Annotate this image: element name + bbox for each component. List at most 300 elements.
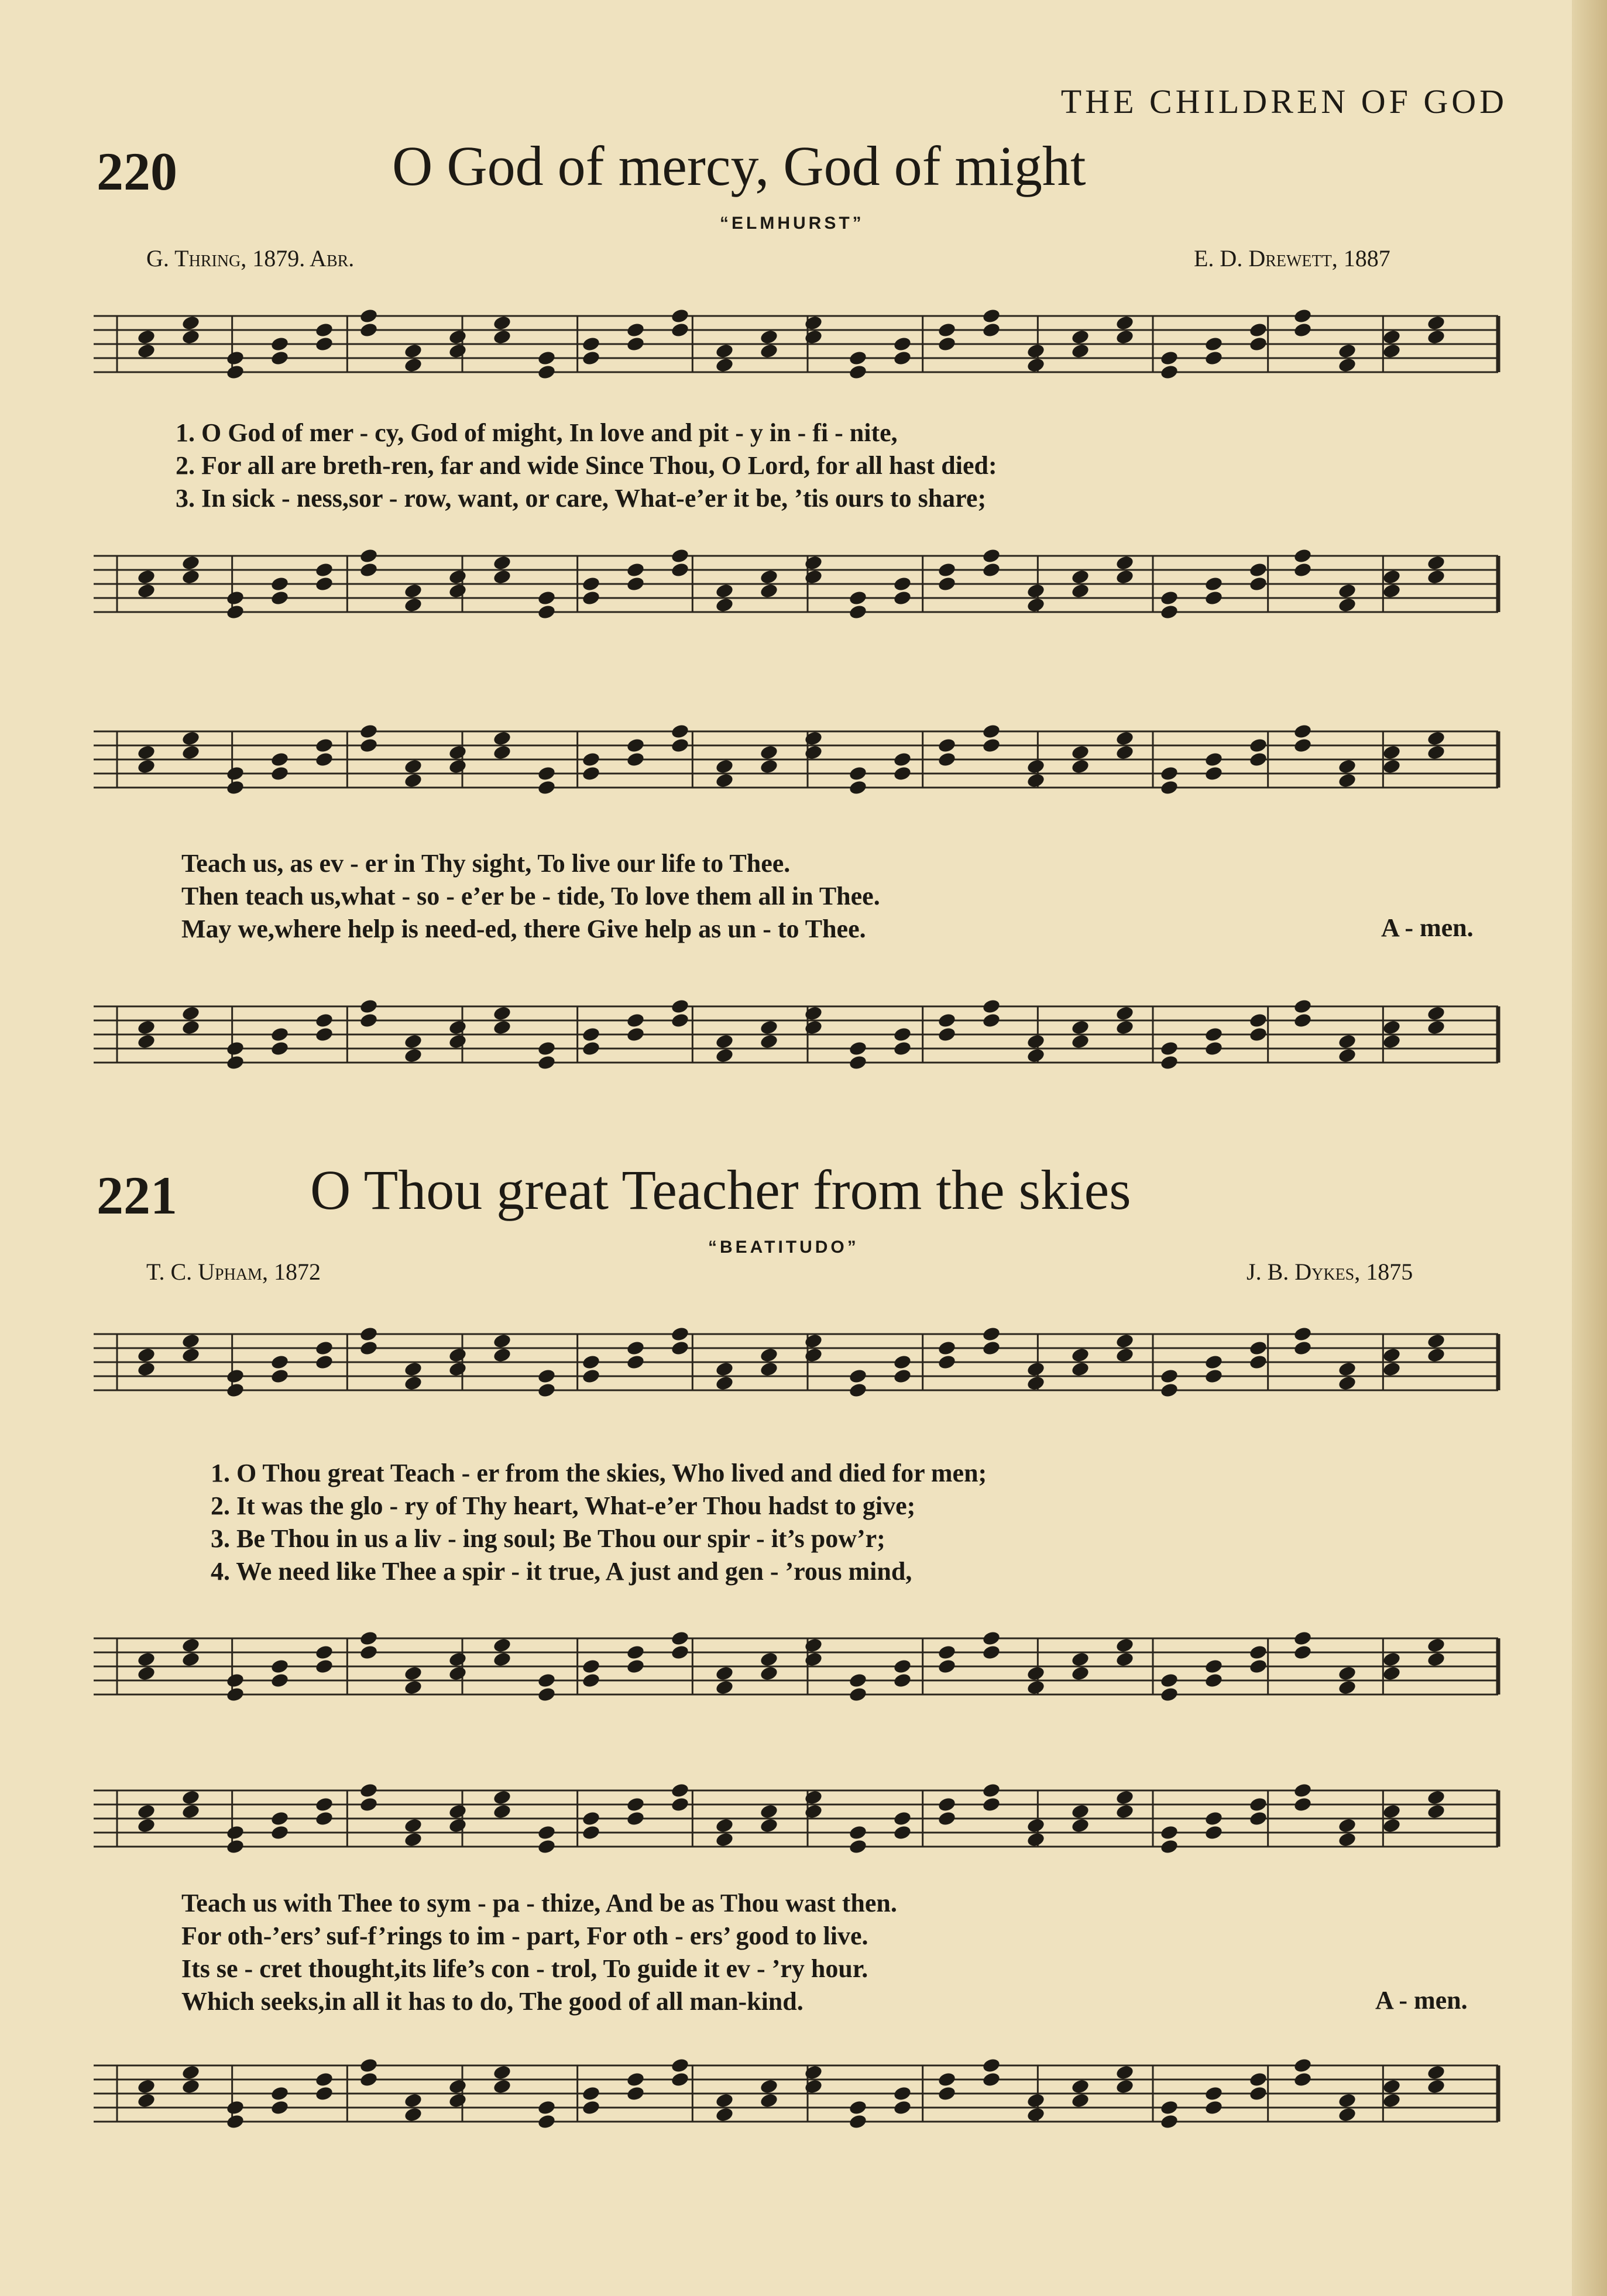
notehead <box>448 758 467 775</box>
notehead <box>314 1658 334 1675</box>
notehead <box>626 1796 645 1813</box>
notehead <box>670 2071 689 2088</box>
notehead <box>225 779 245 796</box>
notehead <box>670 322 689 338</box>
notehead <box>848 364 867 380</box>
notehead <box>715 1047 734 1064</box>
notehead <box>581 1824 600 1841</box>
notehead <box>715 1679 734 1696</box>
notehead <box>1337 1679 1357 1696</box>
notehead <box>715 583 734 599</box>
notehead <box>1070 1803 1090 1820</box>
notehead <box>492 1333 511 1349</box>
notehead <box>804 2064 823 2081</box>
notehead <box>270 1824 289 1841</box>
notehead <box>626 1810 645 1827</box>
notehead <box>359 322 378 338</box>
notehead <box>715 357 734 373</box>
notehead <box>1337 2092 1357 2109</box>
notehead <box>759 1651 778 1668</box>
notehead <box>492 2064 511 2081</box>
notehead <box>181 2078 200 2095</box>
notehead <box>670 1782 689 1799</box>
notehead <box>759 744 778 761</box>
composer-credit: J. B. Dykes, 1875 <box>1247 1259 1413 1285</box>
notehead <box>1426 2078 1445 2095</box>
notehead <box>136 583 156 599</box>
notehead <box>359 723 378 740</box>
notehead <box>492 1637 511 1654</box>
notehead <box>270 2085 289 2102</box>
notehead <box>225 1054 245 1071</box>
notehead <box>981 308 1001 324</box>
notehead <box>1115 315 1134 331</box>
notehead <box>581 1658 600 1675</box>
notehead <box>1293 1340 1312 1356</box>
page-edge <box>1572 0 1607 2296</box>
notehead <box>1204 1354 1223 1370</box>
notehead <box>1159 1824 1179 1841</box>
notehead <box>537 364 556 380</box>
notehead <box>225 1368 245 1384</box>
notehead <box>225 604 245 620</box>
notehead <box>136 1347 156 1363</box>
verse-line: 1. O Thou great Teach - er from the skies, Who lived and died for men; <box>211 1459 987 1487</box>
notehead <box>492 555 511 571</box>
verse-line: 4. We need like Thee a spir - it true, A just and gen - ’rous mind, <box>211 1557 912 1586</box>
notehead <box>1115 744 1134 761</box>
notehead <box>1115 1637 1134 1654</box>
notehead <box>1159 604 1179 620</box>
notehead <box>1070 1817 1090 1834</box>
notehead <box>1337 1361 1357 1377</box>
notehead <box>892 590 912 606</box>
notehead <box>626 1644 645 1661</box>
notehead <box>492 1019 511 1036</box>
notehead <box>715 2106 734 2123</box>
notehead <box>804 1019 823 1036</box>
notehead <box>181 1333 200 1349</box>
notehead <box>1337 597 1357 613</box>
notehead <box>848 604 867 620</box>
notehead <box>1426 1333 1445 1349</box>
notehead <box>937 1340 956 1356</box>
notehead <box>1026 343 1045 359</box>
notehead <box>804 1347 823 1363</box>
notehead <box>1382 569 1401 585</box>
notehead <box>314 1644 334 1661</box>
notehead <box>626 737 645 754</box>
notehead <box>670 2057 689 2074</box>
notehead <box>537 1054 556 1071</box>
notehead <box>1426 315 1445 331</box>
notehead <box>1248 562 1268 578</box>
notehead <box>670 562 689 578</box>
notehead <box>1204 350 1223 366</box>
hymn-title: O God of mercy, God of might <box>392 135 1086 197</box>
notehead <box>715 772 734 789</box>
notehead <box>314 1354 334 1370</box>
notehead <box>492 569 511 585</box>
notehead <box>1026 1047 1045 1064</box>
notehead <box>403 1817 423 1834</box>
notehead <box>537 590 556 606</box>
notehead <box>181 569 200 585</box>
notehead <box>937 336 956 352</box>
notehead <box>1248 1354 1268 1370</box>
notehead <box>1293 308 1312 324</box>
notehead <box>225 1838 245 1855</box>
notehead <box>1426 1347 1445 1363</box>
notehead <box>270 1040 289 1057</box>
notehead <box>892 1810 912 1827</box>
notehead <box>804 730 823 747</box>
notehead <box>359 1326 378 1342</box>
notehead <box>225 1382 245 1398</box>
notehead <box>1204 2085 1223 2102</box>
notehead <box>1248 737 1268 754</box>
notehead <box>804 1005 823 1022</box>
notehead <box>1426 1803 1445 1820</box>
notehead <box>537 1368 556 1384</box>
notehead <box>448 1817 467 1834</box>
notehead <box>581 1026 600 1043</box>
notehead <box>136 1019 156 1036</box>
notehead <box>981 2071 1001 2088</box>
notehead <box>581 751 600 768</box>
notehead <box>1204 1040 1223 1057</box>
notehead <box>1248 1026 1268 1043</box>
notehead <box>492 730 511 747</box>
notehead <box>892 1658 912 1675</box>
notehead <box>537 1672 556 1689</box>
notehead <box>448 1033 467 1050</box>
verse-line: For oth-’ers’ suf-f’rings to im - part, For oth - ers’ good to live. <box>181 1922 868 1950</box>
notehead <box>1293 998 1312 1015</box>
notehead <box>448 583 467 599</box>
notehead <box>1070 1347 1090 1363</box>
notehead <box>1204 1672 1223 1689</box>
notehead <box>181 1637 200 1654</box>
notehead <box>314 2071 334 2088</box>
notehead <box>1026 1831 1045 1848</box>
notehead <box>1159 364 1179 380</box>
notehead <box>1070 2092 1090 2109</box>
notehead <box>1115 1803 1134 1820</box>
notehead <box>270 751 289 768</box>
notehead <box>314 322 334 338</box>
notehead <box>581 2085 600 2102</box>
notehead <box>581 590 600 606</box>
bass-staff <box>94 995 1522 1071</box>
notehead <box>759 1665 778 1682</box>
notehead <box>448 569 467 585</box>
notehead <box>1026 1679 1045 1696</box>
notehead <box>1337 772 1357 789</box>
notehead <box>537 604 556 620</box>
notehead <box>981 562 1001 578</box>
notehead <box>759 1361 778 1377</box>
notehead <box>848 2099 867 2116</box>
notehead <box>359 308 378 324</box>
notehead <box>314 737 334 754</box>
notehead <box>804 744 823 761</box>
notehead <box>626 562 645 578</box>
notehead <box>1426 2064 1445 2081</box>
notehead <box>359 562 378 578</box>
notehead <box>981 1012 1001 1029</box>
notehead <box>626 1026 645 1043</box>
notehead <box>1026 2106 1045 2123</box>
notehead <box>937 1658 956 1675</box>
verse-line: Its se - cret thought,its life’s con - trol, To guide it ev - ’ry hour. <box>181 1954 868 1983</box>
notehead <box>1070 329 1090 345</box>
notehead <box>537 1838 556 1855</box>
notehead <box>1204 576 1223 592</box>
notehead <box>1026 597 1045 613</box>
notehead <box>626 1658 645 1675</box>
notehead <box>1026 758 1045 775</box>
notehead <box>1248 336 1268 352</box>
notehead <box>537 2113 556 2130</box>
notehead <box>892 336 912 352</box>
notehead <box>1293 322 1312 338</box>
notehead <box>1159 1672 1179 1689</box>
notehead <box>359 1340 378 1356</box>
notehead <box>1159 1054 1179 1071</box>
notehead <box>1026 1033 1045 1050</box>
notehead <box>759 1803 778 1820</box>
notehead <box>848 779 867 796</box>
notehead <box>359 737 378 754</box>
notehead <box>1293 1630 1312 1647</box>
notehead <box>270 1026 289 1043</box>
notehead <box>225 1824 245 1841</box>
notehead <box>492 1803 511 1820</box>
notehead <box>1426 555 1445 571</box>
notehead <box>136 1033 156 1050</box>
notehead <box>1337 343 1357 359</box>
notehead <box>270 765 289 782</box>
notehead <box>892 350 912 366</box>
notehead <box>225 364 245 380</box>
notehead <box>937 751 956 768</box>
notehead <box>1382 758 1401 775</box>
bass-staff <box>94 1627 1522 1703</box>
notehead <box>981 1326 1001 1342</box>
notehead <box>1293 562 1312 578</box>
notehead <box>1159 1040 1179 1057</box>
verse-block <box>181 1887 897 2018</box>
notehead <box>581 1368 600 1384</box>
bass-staff <box>94 544 1522 620</box>
notehead <box>403 1033 423 1050</box>
notehead <box>359 1796 378 1813</box>
notehead <box>1115 569 1134 585</box>
notehead <box>981 548 1001 564</box>
hymn-number: 221 <box>97 1166 177 1225</box>
notehead <box>1426 1789 1445 1806</box>
notehead <box>581 765 600 782</box>
notehead <box>848 1838 867 1855</box>
notehead <box>1115 1651 1134 1668</box>
notehead <box>848 1824 867 1841</box>
verse-line: 1. O God of mer - cy, God of might, In love and pit - y in - fi - nite, <box>176 418 898 447</box>
notehead <box>1070 569 1090 585</box>
notehead <box>892 576 912 592</box>
notehead <box>715 758 734 775</box>
notehead <box>937 1012 956 1029</box>
notehead <box>448 744 467 761</box>
notehead <box>759 1019 778 1036</box>
notehead <box>181 329 200 345</box>
notehead <box>1159 1382 1179 1398</box>
notehead <box>403 1361 423 1377</box>
verse-line: 2. For all are breth-ren, far and wide Since Thou, O Lord, for all hast died: <box>176 451 997 480</box>
notehead <box>1159 1686 1179 1703</box>
notehead <box>403 2092 423 2109</box>
notehead <box>403 1665 423 1682</box>
verse-line: 3. In sick - ness,sor - row, want, or care, What-e’er it be, ’tis ours to share; <box>176 484 987 513</box>
notehead <box>1070 1651 1090 1668</box>
notehead <box>981 1630 1001 1647</box>
notehead <box>937 2085 956 2102</box>
notehead <box>804 315 823 331</box>
notehead <box>1070 1019 1090 1036</box>
notehead <box>1248 2071 1268 2088</box>
notehead <box>804 1789 823 1806</box>
notehead <box>314 1340 334 1356</box>
notehead <box>892 765 912 782</box>
notehead <box>314 1796 334 1813</box>
notehead <box>181 1005 200 1022</box>
notehead <box>937 2071 956 2088</box>
notehead <box>848 2113 867 2130</box>
notehead <box>759 1033 778 1050</box>
notehead <box>403 1047 423 1064</box>
notehead <box>848 1368 867 1384</box>
notehead <box>1382 1361 1401 1377</box>
notehead <box>136 758 156 775</box>
notehead <box>403 597 423 613</box>
notehead <box>136 1803 156 1820</box>
notehead <box>715 2092 734 2109</box>
notehead <box>715 1665 734 1682</box>
notehead <box>537 1040 556 1057</box>
verse-block <box>211 1457 987 1588</box>
notehead <box>670 723 689 740</box>
notehead <box>1426 329 1445 345</box>
notehead <box>1426 1019 1445 1036</box>
notehead <box>626 1340 645 1356</box>
notehead <box>1382 583 1401 599</box>
notehead <box>804 1637 823 1654</box>
notehead <box>1382 1817 1401 1834</box>
notehead <box>1070 744 1090 761</box>
hymn-title: O Thou great Teacher from the skies <box>310 1159 1131 1221</box>
notehead <box>225 1672 245 1689</box>
notehead <box>1204 765 1223 782</box>
notehead <box>848 590 867 606</box>
notehead <box>937 1354 956 1370</box>
notehead <box>981 2057 1001 2074</box>
notehead <box>804 1651 823 1668</box>
notehead <box>1115 1789 1134 1806</box>
notehead <box>1248 1012 1268 1029</box>
notehead <box>270 2099 289 2116</box>
notehead <box>181 315 200 331</box>
notehead <box>403 772 423 789</box>
notehead <box>270 1672 289 1689</box>
notehead <box>759 2078 778 2095</box>
notehead <box>1337 1817 1357 1834</box>
notehead <box>270 1354 289 1370</box>
notehead <box>1293 548 1312 564</box>
notehead <box>670 1644 689 1661</box>
notehead <box>1248 1658 1268 1675</box>
notehead <box>1382 1019 1401 1036</box>
notehead <box>937 562 956 578</box>
notehead <box>136 569 156 585</box>
notehead <box>492 744 511 761</box>
notehead <box>1070 583 1090 599</box>
notehead <box>181 1347 200 1363</box>
notehead <box>359 998 378 1015</box>
notehead <box>1248 751 1268 768</box>
notehead <box>759 758 778 775</box>
notehead <box>448 343 467 359</box>
notehead <box>804 2078 823 2095</box>
notehead <box>804 329 823 345</box>
notehead <box>626 576 645 592</box>
notehead <box>1293 2071 1312 2088</box>
notehead <box>537 2099 556 2116</box>
verse-line: May we,where help is need-ed, there Give help as un - to Thee. <box>181 915 866 943</box>
notehead <box>1204 1026 1223 1043</box>
notehead <box>1382 343 1401 359</box>
notehead <box>537 1382 556 1398</box>
running-head: THE CHILDREN OF GOD <box>1060 83 1508 121</box>
notehead <box>759 569 778 585</box>
notehead <box>581 1354 600 1370</box>
notehead <box>1204 751 1223 768</box>
notehead <box>581 1672 600 1689</box>
notehead <box>626 751 645 768</box>
notehead <box>359 1012 378 1029</box>
notehead <box>1293 1326 1312 1342</box>
notehead <box>1293 1796 1312 1813</box>
notehead <box>937 1644 956 1661</box>
hymn-number: 220 <box>97 142 177 201</box>
notehead <box>270 1810 289 1827</box>
notehead <box>270 576 289 592</box>
notehead <box>937 1796 956 1813</box>
notehead <box>1026 2092 1045 2109</box>
notehead <box>892 751 912 768</box>
notehead <box>136 1651 156 1668</box>
notehead <box>581 1810 600 1827</box>
notehead <box>759 583 778 599</box>
notehead <box>225 350 245 366</box>
notehead <box>1115 329 1134 345</box>
notehead <box>1426 744 1445 761</box>
notehead <box>1293 2057 1312 2074</box>
notehead <box>981 737 1001 754</box>
notehead <box>1382 1665 1401 1682</box>
notehead <box>403 343 423 359</box>
notehead <box>448 1665 467 1682</box>
notehead <box>715 343 734 359</box>
